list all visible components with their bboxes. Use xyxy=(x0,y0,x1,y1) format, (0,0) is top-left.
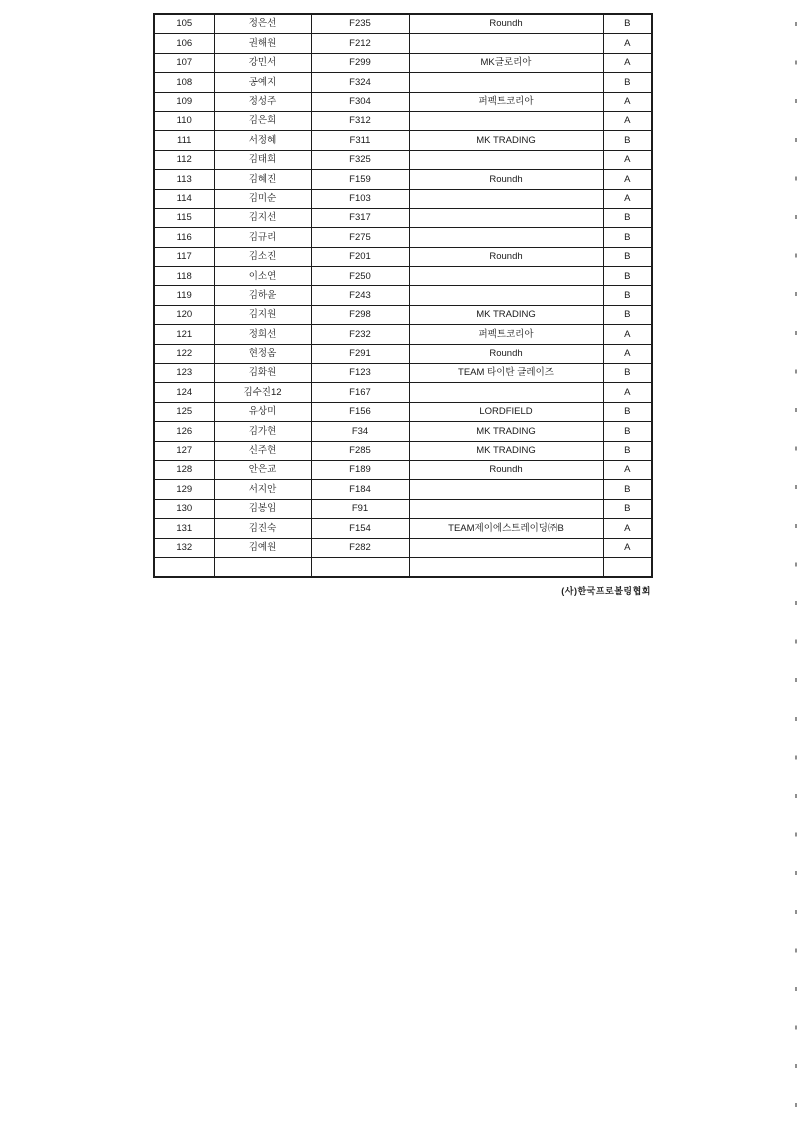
table-row xyxy=(154,247,652,266)
cell-grade: A xyxy=(603,34,652,53)
cell-team: MK TRADING xyxy=(409,422,603,441)
cell-code: F243 xyxy=(311,286,409,305)
cell-code: F34 xyxy=(311,422,409,441)
cell-grade: B xyxy=(603,364,652,383)
cell-code: F304 xyxy=(311,92,409,111)
cell-code: F103 xyxy=(311,189,409,208)
cell-team xyxy=(409,267,603,286)
cell-code: F312 xyxy=(311,111,409,130)
cell-team: 퍼펙트코리아 xyxy=(409,92,603,111)
table-row xyxy=(154,267,652,286)
cell-grade: B xyxy=(603,441,652,460)
cell-name: 현정옴 xyxy=(214,344,311,363)
bowler-roster-table xyxy=(153,13,653,578)
cell-team: LORDFIELD xyxy=(409,402,603,421)
cell-grade: A xyxy=(603,383,652,402)
cell-team: Roundh xyxy=(409,14,603,34)
cell-name: 김예원 xyxy=(214,538,311,557)
cell-no: 116 xyxy=(154,228,214,247)
cell-no: 113 xyxy=(154,170,214,189)
cell-no: 128 xyxy=(154,460,214,479)
table-row xyxy=(154,286,652,305)
cell-no: 127 xyxy=(154,441,214,460)
cell-no: 123 xyxy=(154,364,214,383)
table-row xyxy=(154,480,652,499)
cell-name: 김태희 xyxy=(214,150,311,169)
cell-name: 권해원 xyxy=(214,34,311,53)
cell-name: 강민서 xyxy=(214,53,311,72)
cell-team xyxy=(409,228,603,247)
cell-name: 김미순 xyxy=(214,189,311,208)
table-row xyxy=(154,131,652,150)
cell-name: 김하윤 xyxy=(214,286,311,305)
cell-grade: B xyxy=(603,499,652,518)
cell-no: 118 xyxy=(154,267,214,286)
cell-team: MK TRADING xyxy=(409,131,603,150)
cell-code: F275 xyxy=(311,228,409,247)
cell-code xyxy=(311,557,409,577)
cell-grade: A xyxy=(603,170,652,189)
cell-grade: A xyxy=(603,538,652,557)
table-row xyxy=(154,499,652,518)
cell-grade: A xyxy=(603,92,652,111)
table-row xyxy=(154,150,652,169)
cell-name: 김수진12 xyxy=(214,383,311,402)
cell-no: 132 xyxy=(154,538,214,557)
cell-no: 107 xyxy=(154,53,214,72)
cell-no: 121 xyxy=(154,325,214,344)
cell-code: F154 xyxy=(311,519,409,538)
cell-grade: A xyxy=(603,189,652,208)
cell-team xyxy=(409,34,603,53)
cell-name: 김지원 xyxy=(214,305,311,324)
cell-code: F123 xyxy=(311,364,409,383)
cell-grade: B xyxy=(603,422,652,441)
cell-code: F299 xyxy=(311,53,409,72)
cell-no: 119 xyxy=(154,286,214,305)
cell-grade xyxy=(603,557,652,577)
cell-name: 김가현 xyxy=(214,422,311,441)
cell-name: 김은희 xyxy=(214,111,311,130)
cell-name: 안은교 xyxy=(214,460,311,479)
cell-grade: A xyxy=(603,519,652,538)
cell-team xyxy=(409,383,603,402)
cell-no: 122 xyxy=(154,344,214,363)
cell-no: 117 xyxy=(154,247,214,266)
cell-name: 정희선 xyxy=(214,325,311,344)
cell-team xyxy=(409,189,603,208)
cell-code: F91 xyxy=(311,499,409,518)
cell-name: 김화원 xyxy=(214,364,311,383)
cell-code: F232 xyxy=(311,325,409,344)
cell-code: F324 xyxy=(311,73,409,92)
cell-code: F156 xyxy=(311,402,409,421)
cell-no: 124 xyxy=(154,383,214,402)
table-row xyxy=(154,460,652,479)
cell-team xyxy=(409,286,603,305)
cell-grade: A xyxy=(603,460,652,479)
cell-team: 퍼펙트코리아 xyxy=(409,325,603,344)
cell-name: 이소연 xyxy=(214,267,311,286)
cell-team xyxy=(409,150,603,169)
table-row xyxy=(154,383,652,402)
cell-no: 106 xyxy=(154,34,214,53)
table-row xyxy=(154,441,652,460)
cell-team: MK TRADING xyxy=(409,441,603,460)
cell-team xyxy=(409,499,603,518)
cell-grade: B xyxy=(603,267,652,286)
cell-grade: A xyxy=(603,325,652,344)
cell-code: F212 xyxy=(311,34,409,53)
cell-code: F285 xyxy=(311,441,409,460)
cell-team: TEAM제이에스트레이딩㈜B xyxy=(409,519,603,538)
table-row xyxy=(154,538,652,557)
cell-name: 김혜진 xyxy=(214,170,311,189)
cell-no xyxy=(154,557,214,577)
cell-grade: B xyxy=(603,480,652,499)
cell-code: F282 xyxy=(311,538,409,557)
table-row xyxy=(154,422,652,441)
roster-table-body xyxy=(154,14,652,577)
cell-team: MK TRADING xyxy=(409,305,603,324)
page-edge-tick-marks xyxy=(795,22,797,1127)
table-row xyxy=(154,325,652,344)
cell-no: 105 xyxy=(154,14,214,34)
cell-grade: B xyxy=(603,228,652,247)
cell-name: 유상미 xyxy=(214,402,311,421)
cell-name: 김규리 xyxy=(214,228,311,247)
cell-no: 115 xyxy=(154,208,214,227)
cell-team xyxy=(409,538,603,557)
cell-name: 김소진 xyxy=(214,247,311,266)
cell-team: TEAM 타이탄 글레이즈 xyxy=(409,364,603,383)
cell-code: F325 xyxy=(311,150,409,169)
cell-team: Roundh xyxy=(409,344,603,363)
cell-code: F298 xyxy=(311,305,409,324)
cell-grade: A xyxy=(603,150,652,169)
table-row xyxy=(154,344,652,363)
table-row xyxy=(154,73,652,92)
cell-no: 112 xyxy=(154,150,214,169)
table-row xyxy=(154,305,652,324)
cell-code: F235 xyxy=(311,14,409,34)
cell-name: 김지선 xyxy=(214,208,311,227)
cell-team: Roundh xyxy=(409,247,603,266)
table-row xyxy=(154,111,652,130)
table-row xyxy=(154,402,652,421)
association-footer-label: (사)한국프로볼링협회 xyxy=(561,586,651,596)
cell-code: F317 xyxy=(311,208,409,227)
cell-no: 125 xyxy=(154,402,214,421)
cell-name: 정은선 xyxy=(214,14,311,34)
cell-grade: A xyxy=(603,344,652,363)
cell-no: 131 xyxy=(154,519,214,538)
cell-team xyxy=(409,73,603,92)
table-row xyxy=(154,228,652,247)
cell-grade: B xyxy=(603,305,652,324)
cell-team xyxy=(409,208,603,227)
table-row xyxy=(154,14,652,34)
cell-grade: B xyxy=(603,247,652,266)
cell-code: F167 xyxy=(311,383,409,402)
cell-name: 서지안 xyxy=(214,480,311,499)
cell-code: F201 xyxy=(311,247,409,266)
table-row xyxy=(154,92,652,111)
cell-grade: B xyxy=(603,208,652,227)
table-row xyxy=(154,364,652,383)
cell-team: Roundh xyxy=(409,170,603,189)
cell-no: 109 xyxy=(154,92,214,111)
cell-grade: B xyxy=(603,14,652,34)
cell-team: MK글로리아 xyxy=(409,53,603,72)
table-row xyxy=(154,34,652,53)
table-row xyxy=(154,189,652,208)
cell-name: 서정혜 xyxy=(214,131,311,150)
cell-name: 정성주 xyxy=(214,92,311,111)
cell-team: Roundh xyxy=(409,460,603,479)
cell-code: F184 xyxy=(311,480,409,499)
cell-name xyxy=(214,557,311,577)
cell-grade: B xyxy=(603,402,652,421)
cell-team xyxy=(409,111,603,130)
cell-grade: A xyxy=(603,111,652,130)
cell-no: 108 xyxy=(154,73,214,92)
cell-team xyxy=(409,557,603,577)
cell-name: 김봉임 xyxy=(214,499,311,518)
cell-code: F250 xyxy=(311,267,409,286)
cell-no: 126 xyxy=(154,422,214,441)
cell-no: 130 xyxy=(154,499,214,518)
cell-code: F159 xyxy=(311,170,409,189)
cell-no: 111 xyxy=(154,131,214,150)
cell-no: 114 xyxy=(154,189,214,208)
cell-grade: A xyxy=(603,53,652,72)
cell-grade: B xyxy=(603,286,652,305)
cell-name: 공예지 xyxy=(214,73,311,92)
table-row xyxy=(154,519,652,538)
table-row xyxy=(154,170,652,189)
cell-team xyxy=(409,480,603,499)
cell-code: F291 xyxy=(311,344,409,363)
cell-name: 김진숙 xyxy=(214,519,311,538)
cell-code: F311 xyxy=(311,131,409,150)
cell-code: F189 xyxy=(311,460,409,479)
cell-grade: B xyxy=(603,73,652,92)
cell-no: 120 xyxy=(154,305,214,324)
table-row xyxy=(154,557,652,577)
table-row xyxy=(154,208,652,227)
cell-name: 신주현 xyxy=(214,441,311,460)
cell-grade: B xyxy=(603,131,652,150)
table-row xyxy=(154,53,652,72)
cell-no: 110 xyxy=(154,111,214,130)
cell-no: 129 xyxy=(154,480,214,499)
